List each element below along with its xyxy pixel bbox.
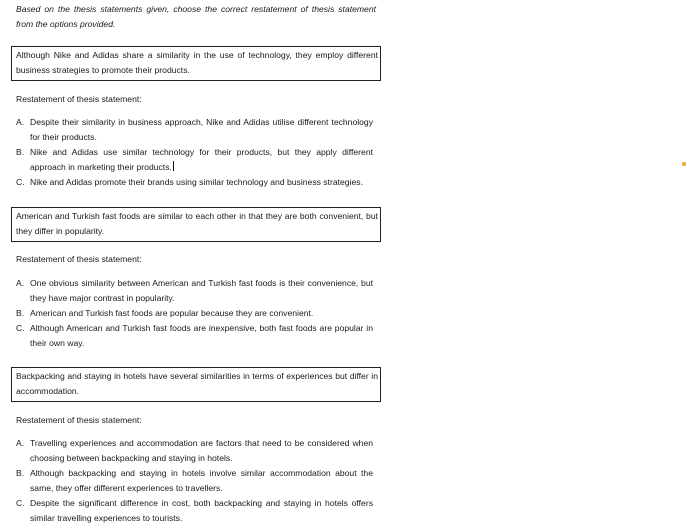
option-letter: B. — [16, 147, 25, 157]
option-text: Although American and Turkish fast foods are inexpensive, both fast foods are popular in their own way. — [30, 323, 373, 348]
option-2a[interactable] — [16, 276, 373, 306]
thesis-box-1: Although Nike and Adidas share a similarity in the use of technology, they employ different business strategies to promote their products. — [11, 46, 381, 81]
options-list-3 — [16, 436, 373, 526]
option-text: Although backpacking and staying in hotels involve similar accommodation about the same, they offer different experiences to travellers. — [30, 468, 373, 493]
option-2b[interactable] — [16, 306, 373, 321]
options-list-1 — [16, 115, 373, 190]
option-text: Nike and Adidas use similar technology for their products, but they apply different approach in marketing their products. — [30, 147, 373, 172]
option-letter: C. — [16, 323, 25, 333]
thesis-box-2: American and Turkish fast foods are similar to each other in that they are both convenient, but they differ in popularity. — [11, 207, 381, 242]
option-3c[interactable] — [16, 496, 373, 526]
option-letter: C. — [16, 498, 25, 508]
option-3b[interactable] — [16, 466, 373, 496]
option-letter: A. — [16, 278, 25, 288]
option-text-with-caret — [30, 145, 373, 175]
option-letter: B. — [16, 468, 25, 478]
option-3a[interactable] — [16, 436, 373, 466]
orange-dot-marker — [682, 162, 686, 166]
text-cursor — [173, 161, 174, 171]
options-list-2 — [16, 276, 373, 351]
option-text: Despite their similarity in business approach, Nike and Adidas utilise different technology for their products. — [30, 117, 373, 142]
option-letter: A. — [16, 438, 25, 448]
option-text: Travelling experiences and accommodation are factors that need to be considered when choosing between backpacking and staying in hotels. — [30, 438, 373, 463]
option-text: One obvious similarity between American and Turkish fast foods is their convenience, but they have major contrast in popularity. — [30, 278, 373, 303]
option-text: Despite the significant difference in cost, both backpacking and staying in hotels offers similar travelling experiences to tourists. — [30, 498, 373, 523]
option-1c[interactable] — [16, 175, 373, 190]
option-letter: A. — [16, 117, 25, 127]
restatement-label-1: Restatement of thesis statement: — [16, 94, 142, 104]
option-1a[interactable] — [16, 115, 373, 145]
instructions-text: Based on the thesis statements given, choose the correct restatement of thesis statement from the options provided. — [16, 4, 376, 29]
option-text: Nike and Adidas promote their brands using similar technology and business strategies. — [30, 177, 363, 187]
thesis-box-3: Backpacking and staying in hotels have several similarities in terms of experiences but differ in accommodation. — [11, 367, 381, 402]
option-2c[interactable] — [16, 321, 373, 351]
option-letter: C. — [16, 177, 25, 187]
restatement-label-2: Restatement of thesis statement: — [16, 254, 142, 264]
option-text: American and Turkish fast foods are popular because they are convenient. — [30, 308, 314, 318]
option-1b[interactable] — [16, 145, 373, 175]
option-letter: B. — [16, 308, 25, 318]
restatement-label-3: Restatement of thesis statement: — [16, 415, 142, 425]
